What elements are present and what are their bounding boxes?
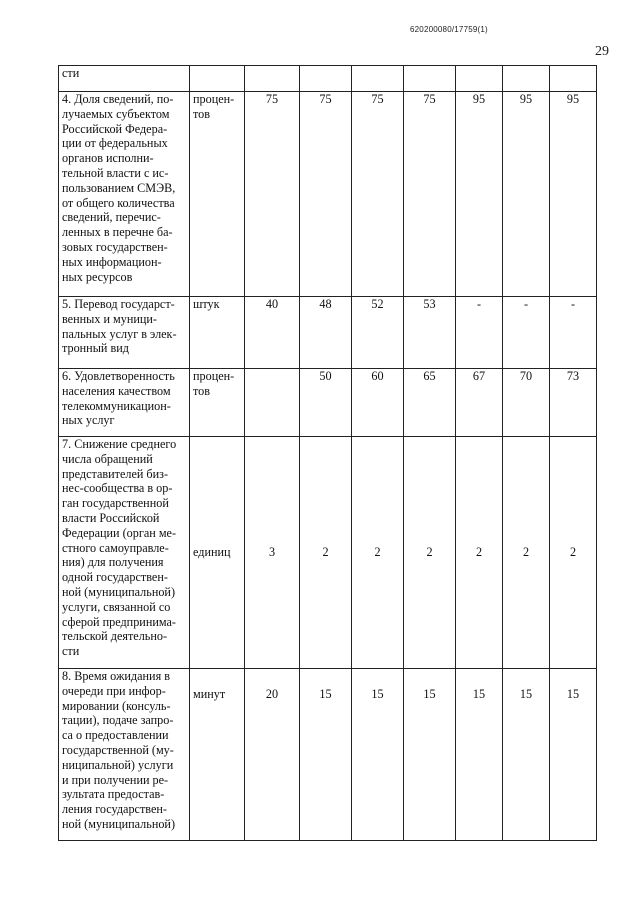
table-row [59, 66, 597, 92]
indicator-name-cell [59, 92, 190, 297]
unit-label: единиц [193, 545, 231, 560]
indicator-name-cell [59, 437, 190, 669]
value-cell: 50 [300, 369, 352, 437]
unit-cell [190, 297, 245, 369]
value-cell: 2 [352, 437, 404, 669]
value-cell: 2 [503, 437, 550, 669]
unit-label: штук [193, 297, 220, 311]
value-cell: 20 [245, 669, 300, 841]
indicator-name-cell [59, 297, 190, 369]
unit-cell [190, 437, 245, 669]
table-row [59, 297, 597, 369]
table-row [59, 437, 597, 669]
value-cell: 3 [245, 437, 300, 669]
value-cell: 75 [352, 92, 404, 297]
document-registration-code: 620200080/17759(1) [410, 25, 488, 34]
value-cell: 95 [456, 92, 503, 297]
value-cell: 15 [456, 669, 503, 841]
value-cell: 53 [404, 297, 456, 369]
indicator-name-cell [59, 66, 190, 92]
unit-cell [190, 92, 245, 297]
value-cell [352, 66, 404, 92]
unit-cell [190, 369, 245, 437]
value-cell: 65 [404, 369, 456, 437]
indicator-name: 4. Доля сведений, по- лучаемых субъектом Российской Федера- ции от федеральных органов исполни- тельной власти с ис- пользованием СМЭВ, от общего количества сведений, перечис- ленных в перечне ба- зовых государствен- ных информацион- ных ресурсов [62, 92, 176, 284]
value-cell: 40 [245, 297, 300, 369]
unit-cell [190, 66, 245, 92]
value-cell: 95 [503, 92, 550, 297]
indicator-name: 6. Удовлетворенность населения качеством телекоммуникацион- ных услуг [62, 369, 175, 428]
table-row [59, 669, 597, 841]
value-cell: 2 [300, 437, 352, 669]
value-cell: 48 [300, 297, 352, 369]
value-cell: 15 [550, 669, 597, 841]
value-cell: 70 [503, 369, 550, 437]
value-cell: - [550, 297, 597, 369]
value-cell: 15 [352, 669, 404, 841]
value-cell: 2 [456, 437, 503, 669]
value-cell: 15 [503, 669, 550, 841]
value-cell: 15 [300, 669, 352, 841]
indicators-table [58, 65, 597, 841]
indicator-name: 5. Перевод государст- венных и муници- пальных услуг в элек- тронный вид [62, 297, 177, 356]
value-cell [503, 66, 550, 92]
value-cell: 73 [550, 369, 597, 437]
value-cell: 95 [550, 92, 597, 297]
value-cell [245, 369, 300, 437]
value-cell [245, 66, 300, 92]
value-cell: 75 [404, 92, 456, 297]
unit-label: процен- тов [193, 92, 235, 121]
indicator-name: 8. Время ожидания в очереди при инфор- мировании (консуль- тации), подаче запро- са о предоставлении государственной (му- ниципальной) услуги и при получении ре- зультата предостав- ления государствен- ной (муниципальной) [62, 669, 176, 831]
indicator-name-cell [59, 369, 190, 437]
unit-label: минут [193, 687, 226, 701]
table-body [59, 66, 597, 841]
unit-cell [190, 669, 245, 841]
value-cell: 52 [352, 297, 404, 369]
value-cell: 75 [245, 92, 300, 297]
value-cell: 2 [550, 437, 597, 669]
unit-label: процен- тов [193, 369, 235, 398]
indicator-name: 7. Снижение среднего числа обращений представителей биз- нес-сообщества в ор- ган государственной власти Российской Федерации (орган ме- стного самоуправле- ния) для получения одной государствен- ной (муниципальной) услуги, связанной со сферой предпринима- тельской деятельно- сти [62, 437, 177, 659]
indicator-name: сти [62, 66, 80, 80]
value-cell [300, 66, 352, 92]
value-cell: - [503, 297, 550, 369]
table-row [59, 369, 597, 437]
value-cell: - [456, 297, 503, 369]
value-cell: 60 [352, 369, 404, 437]
page-number: 29 [595, 44, 609, 59]
value-cell: 75 [300, 92, 352, 297]
value-cell [456, 66, 503, 92]
indicator-name-cell [59, 669, 190, 841]
value-cell [550, 66, 597, 92]
value-cell: 15 [404, 669, 456, 841]
value-cell [404, 66, 456, 92]
value-cell: 67 [456, 369, 503, 437]
table-row [59, 92, 597, 297]
value-cell: 2 [404, 437, 456, 669]
